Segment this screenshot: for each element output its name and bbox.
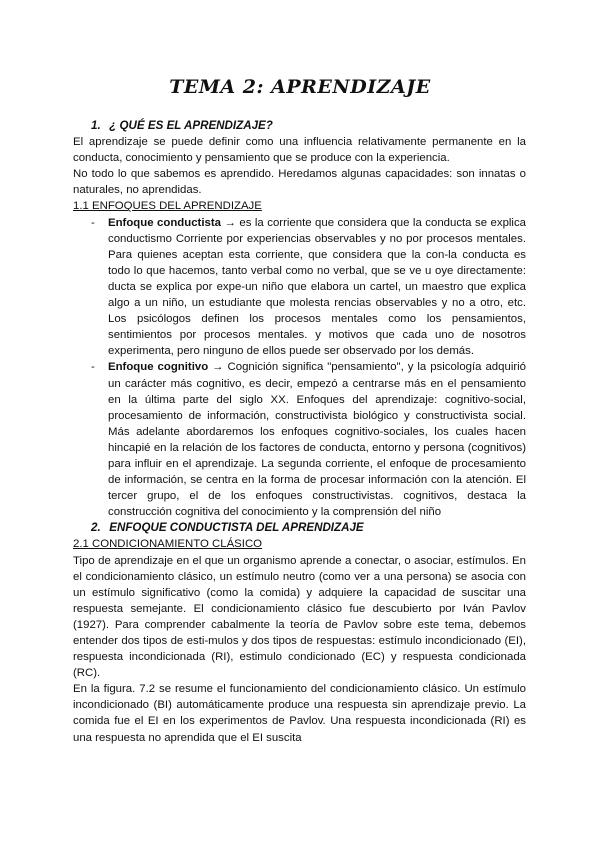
bullet-list	[73, 215, 526, 521]
document-body	[73, 118, 526, 746]
section-heading-text: ¿ QUÉ ES EL APRENDIZAJE?	[109, 119, 273, 132]
section-number: 1.	[91, 119, 101, 132]
bullet-marker: -	[91, 216, 95, 229]
bullet-text: es la corriente que considera que la conducta se explica conductismo Corriente por experiencias observables y no por procesos mentales. Para quienes aceptan esta corriente, que considera que la con-la conducta es todo lo que hacemos, tanto verbal como no verbal, que se ve u oye directamente: ducta se explica por expe-un niño que elabora un cartel, un maestro que explica algo a un niño, un estudiante que molesta rencias observables y no a otro, etc. Los psicólogos definen los procesos mentales como los pensamientos, sentimientos por procesos mentales. y motivos que cada uno de nosotros experimenta, pero ninguno de ellos puede ser observado por los demás.	[108, 216, 526, 358]
arrow-glyph: →	[212, 361, 224, 374]
bullet-item	[73, 359, 526, 520]
section-number: 2.	[91, 521, 101, 535]
section-heading-2	[73, 520, 526, 536]
bullet-term: Enfoque conductista	[108, 216, 221, 229]
paragraph: El aprendizaje se puede definir como una influencia relativamente permanente en la conducta, conocimiento y pensamiento que se produce con la experiencia.	[73, 136, 526, 165]
subsection-heading-1-1: 1.1 ENFOQUES DEL APRENDIZAJE	[73, 200, 262, 213]
subsection-heading-2-1: 2.1 CONDICIONAMIENTO CLÁSICO	[73, 538, 263, 551]
section-heading-text: ENFOQUE CONDUCTISTA DEL APRENDIZAJE	[109, 521, 364, 535]
paragraph: Tipo de aprendizaje en el que un organismo aprende a conectar, o asociar, estímulos. En el condicionamiento clásico, un estímulo neutro (como ver a una persona) se asocia con un estímulo significativo (como la comida) y adquiere la capacidad de suscitar una respuesta semejante. El condicionamiento clásico fue descubierto por Iván Pavlov (1927). Para comprender cabalmente la teoría de Pavlov sobre este tema, debemos entender dos tipos de esti-mulos y dos tipos de respuestas: estímulo incondicionado (EI), respuesta incondicionada (RI), estimulo condicionado (EC) y respuesta condicionada (RC).	[73, 554, 526, 680]
bullet-term: Enfoque cognitivo	[108, 361, 209, 374]
bullet-marker: -	[91, 361, 95, 374]
paragraph: En la figura. 7.2 se resume el funcionamiento del condicionamiento clásico. Un estímulo incondicionado (BI) automáticamente produce una respuesta sin aprendizaje previo. La comida fue el EI en los experimentos de Pavlov. Una respuesta incondicionada (RI) es una respuesta no aprendida que el EI suscita	[73, 683, 526, 744]
arrow-glyph: →	[224, 216, 236, 229]
page-title: TEMA 2: APRENDIZAJE	[169, 76, 431, 98]
bullet-text: Cognición significa "pensamiento", y la psicología adquirió un carácter más cognitivo, es decir, empezó a centrarse más en el pensamiento en la última parte del siglo XX. Enfoques del aprendizaje: cognitivo-social, procesamiento de información, constructivista biológico y constructivista social. Más adelante abordaremos los enfoques cognitivo-sociales, los cuales hacen hincapié en la relación de los factores de conducta, entorno y persona (cognitivos) para influir en el aprendizaje. La segunda corriente, el enfoque de procesamiento de información, se centra en la forma de procesar información con la atención. El tercer grupo, el de los enfoques constructivistas. cognitivos, destaca la construcción cognitiva del conocimiento y la comprensión del niño	[108, 361, 527, 519]
bullet-item	[73, 215, 526, 360]
section-heading-1	[73, 118, 526, 134]
paragraph: No todo lo que sabemos es aprendido. Heredamos algunas capacidades: son innatas o naturales, no aprendidas.	[73, 168, 526, 197]
